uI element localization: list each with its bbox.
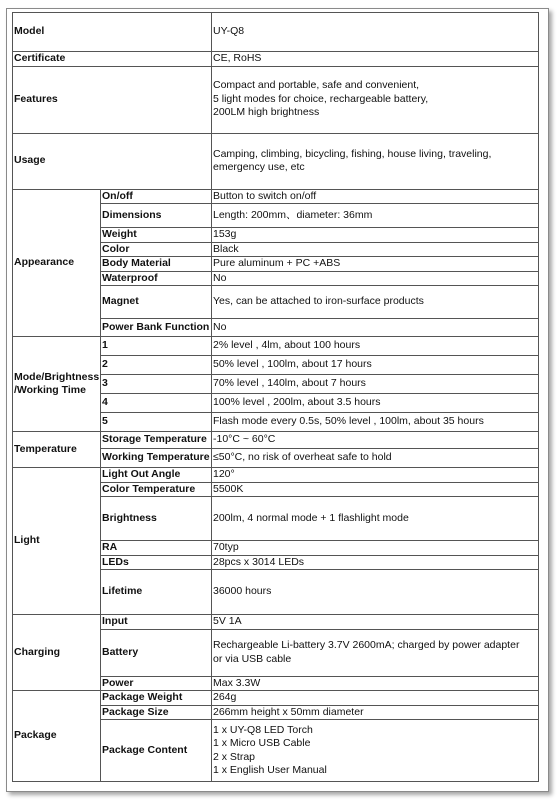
spec-value: Pure aluminum + PC +ABS [212, 257, 539, 272]
table-row [13, 691, 539, 706]
package-content-line: 1 x Micro USB Cable [213, 737, 311, 749]
group-label-charging: Charging [13, 615, 101, 691]
modes-label-line: /Working Time [14, 384, 86, 396]
spec-name: Working Temperature [101, 449, 212, 468]
group-label-temperature: Temperature [13, 432, 101, 468]
spec-value [212, 629, 539, 676]
spec-value: -10°C ~ 60°C [212, 432, 539, 449]
row-label-model: Model [13, 13, 212, 52]
spec-value: Length: 200mm、diameter: 36mm [212, 204, 539, 228]
group-label-light: Light [13, 468, 101, 615]
package-content-line: 1 x UY-Q8 LED Torch [213, 723, 313, 736]
modes-label-line: Mode/Brightness [14, 370, 100, 383]
spec-value: 100% level , 200lm, about 3.5 hours [212, 394, 539, 413]
spec-name: Power [101, 676, 212, 691]
spec-value: ≤50°C, no risk of overheat safe to hold [212, 449, 539, 468]
row-label-usage: Usage [13, 133, 212, 189]
spec-value: 200lm, 4 normal mode + 1 flashlight mode [212, 497, 539, 541]
spec-value: 5500K [212, 482, 539, 497]
row-label-certificate: Certificate [13, 52, 212, 67]
spec-name: Color [101, 242, 212, 257]
spec-name: Magnet [101, 286, 212, 319]
package-content-line: 1 x English User Manual [213, 764, 327, 776]
group-label-modes [13, 337, 101, 432]
battery-line: Rechargeable Li-battery 3.7V 2600mA; charged by power adapter [213, 639, 520, 651]
spec-name: Weight [101, 228, 212, 243]
table-row [13, 189, 539, 204]
row-label-features: Features [13, 66, 212, 133]
group-label-package: Package [13, 691, 101, 782]
battery-line: or via USB cable [213, 652, 292, 665]
spec-name: Input [101, 615, 212, 630]
spec-value: 70% level , 140lm, about 7 hours [212, 375, 539, 394]
table-row [13, 468, 539, 483]
spec-name: 2 [101, 356, 212, 375]
spec-value: Black [212, 242, 539, 257]
features-line: Compact and portable, safe and convenient, [213, 79, 420, 92]
spec-name: Light Out Angle [101, 468, 212, 483]
spec-value: 50% level , 100lm, about 17 hours [212, 356, 539, 375]
spec-name: LEDs [101, 555, 212, 570]
table-row [13, 13, 539, 52]
features-line: 5 light modes for choice, rechargeable battery, [213, 92, 429, 105]
spec-value: 153g [212, 228, 539, 243]
spec-value: 2% level , 4lm, about 100 hours [212, 337, 539, 356]
spec-value: 120° [212, 468, 539, 483]
spec-value: Yes, can be attached to iron-surface products [212, 286, 539, 319]
spec-name: Body Material [101, 257, 212, 272]
spec-name: Brightness [101, 497, 212, 541]
table-row [13, 52, 539, 67]
spec-name: Waterproof [101, 271, 212, 286]
spec-value: 36000 hours [212, 570, 539, 615]
row-value-certificate: CE, RoHS [212, 52, 539, 67]
row-value-features [212, 66, 539, 133]
spec-name: Storage Temperature [101, 432, 212, 449]
spec-name: On/off [101, 189, 212, 204]
usage-line: Camping, climbing, bicycling, fishing, house living, traveling, [213, 147, 492, 160]
spec-name: Color Temperature [101, 482, 212, 497]
spec-name: Lifetime [101, 570, 212, 615]
spec-name: Power Bank Function [101, 319, 212, 337]
spec-value: Button to switch on/off [212, 189, 539, 204]
spec-name: Package Weight [101, 691, 212, 706]
table-row [13, 66, 539, 133]
package-content-line: 2 x Strap [213, 750, 256, 763]
spec-name: Package Content [101, 720, 212, 782]
spec-value: 70typ [212, 541, 539, 556]
spec-value: No [212, 319, 539, 337]
spec-name: Dimensions [101, 204, 212, 228]
spec-name: Package Size [101, 705, 212, 720]
table-row [13, 615, 539, 630]
table-row [13, 133, 539, 189]
group-label-appearance: Appearance [13, 189, 101, 337]
spec-value: 264g [212, 691, 539, 706]
spec-name: 4 [101, 394, 212, 413]
spec-value: Flash mode every 0.5s, 50% level , 100lm, about 35 hours [212, 413, 539, 432]
table-row [13, 432, 539, 449]
usage-line: emergency use, etc [213, 161, 305, 173]
spec-table [12, 12, 539, 782]
spec-name: RA [101, 541, 212, 556]
features-line: 200LM high brightness [213, 106, 320, 119]
table-row [13, 337, 539, 356]
spec-value: 5V 1A [212, 615, 539, 630]
spec-value [212, 720, 539, 782]
spec-value: 28pcs x 3014 LEDs [212, 555, 539, 570]
row-value-usage [212, 133, 539, 189]
spec-value: Max 3.3W [212, 676, 539, 691]
spec-value: 266mm height x 50mm diameter [212, 705, 539, 720]
spec-name: Battery [101, 629, 212, 676]
row-value-model: UY-Q8 [212, 13, 539, 52]
spec-name: 1 [101, 337, 212, 356]
spec-value: No [212, 271, 539, 286]
spec-name: 5 [101, 413, 212, 432]
spec-name: 3 [101, 375, 212, 394]
